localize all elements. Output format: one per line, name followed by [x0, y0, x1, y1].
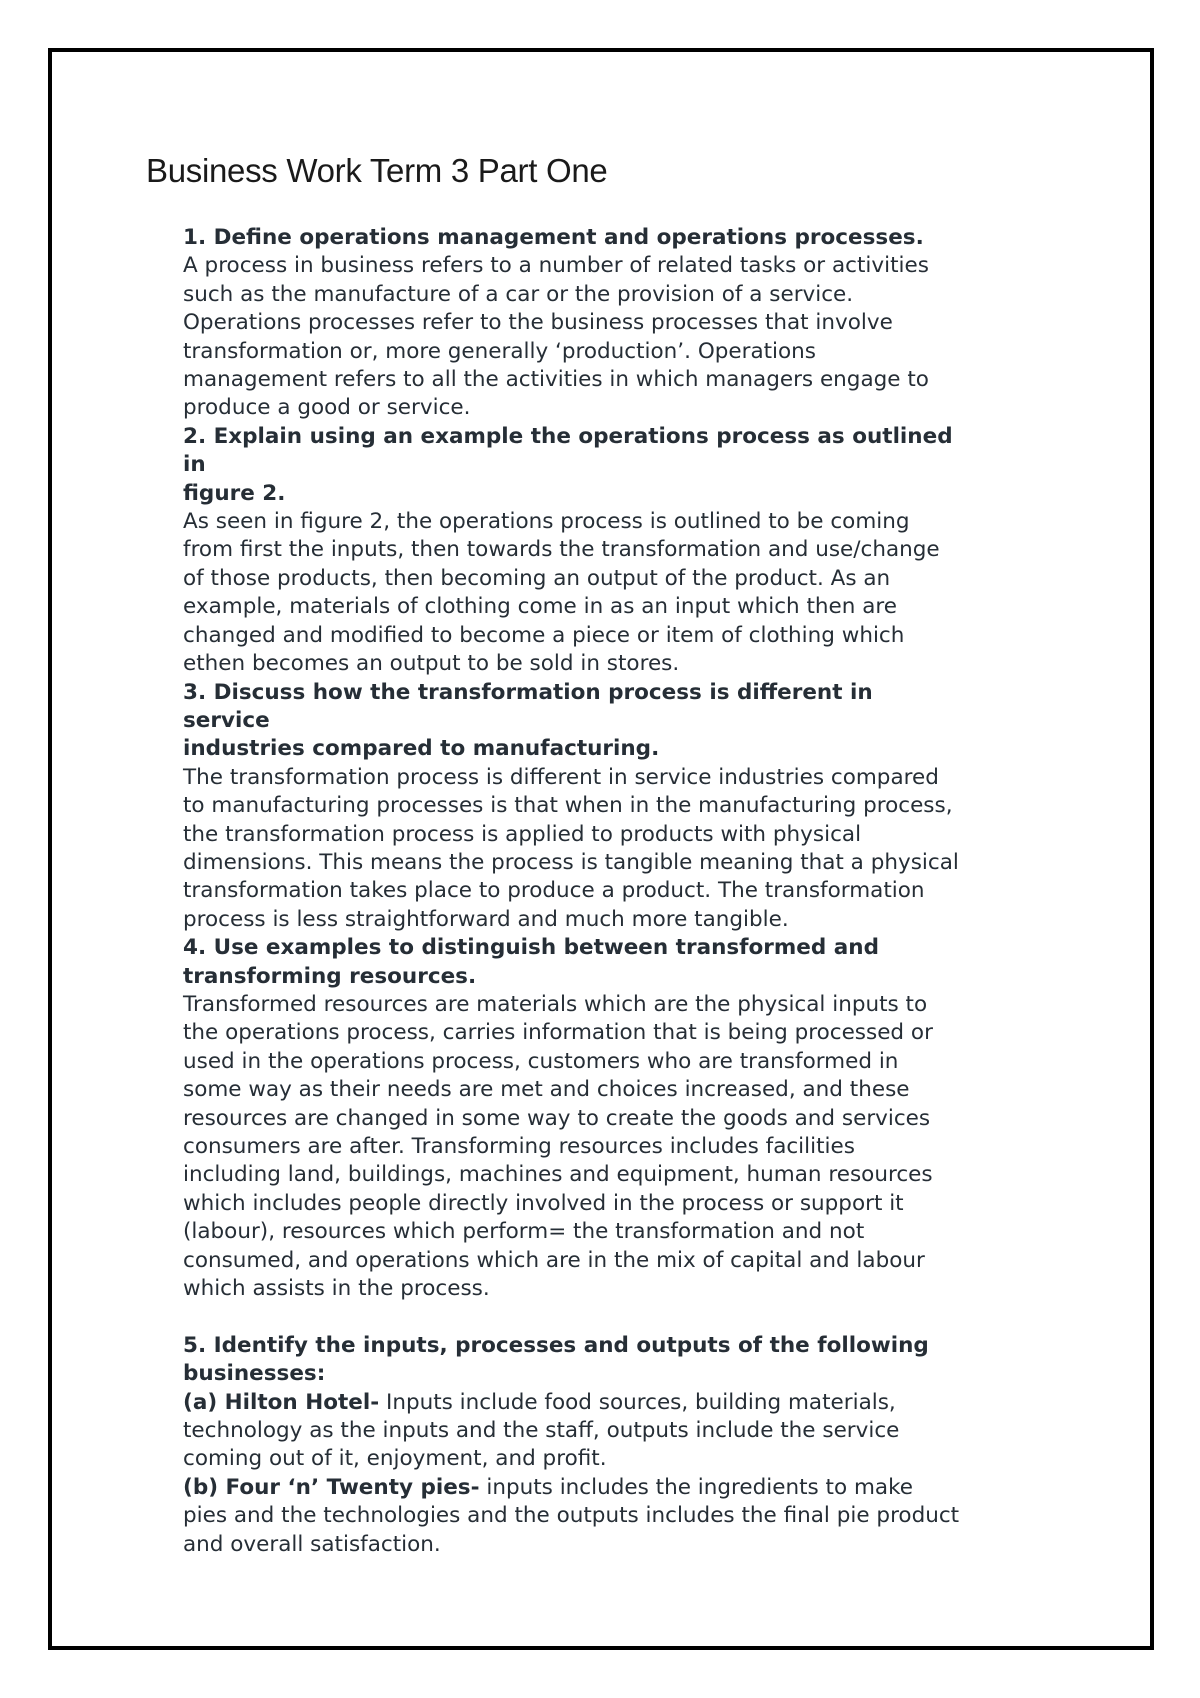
question-1-heading: 1. Define operations management and operations processes. — [183, 225, 924, 250]
question-3-answer-line: to manufacturing processes is that when in the manufacturing process, — [183, 793, 953, 819]
question-5b-label: (b) Four ‘n’ Twenty pies- — [183, 1474, 480, 1500]
question-3-answer-line: dimensions. This means the process is tangible meaning that a physical — [183, 849, 959, 875]
blank-line — [183, 1303, 1073, 1331]
question-4-answer-line: which includes people directly involved in the process or support it — [183, 1190, 904, 1216]
question-1-answer-line: produce a good or service. — [183, 395, 471, 421]
question-4-answer-line: the operations process, carries information that is being processed or — [183, 1020, 933, 1046]
question-4-answer-line: (labour), resources which perform= the transformation and not — [183, 1219, 865, 1245]
question-4-answer-line: some way as their needs are met and choices increased, and these — [183, 1077, 910, 1103]
question-5b-text: inputs includes the ingredients to make — [479, 1474, 913, 1500]
question-2-answer-line: example, materials of clothing come in as an input which then are — [183, 594, 898, 620]
question-3-answer-line: the transformation process is applied to products with physical — [183, 821, 862, 847]
question-3-heading: 3. Discuss how the transformation process is different in — [183, 679, 873, 705]
question-5b-answer-line: and overall satisfaction. — [183, 1531, 441, 1557]
question-4-answer-line: including land, buildings, machines and equipment, human resources — [183, 1162, 933, 1188]
question-4-answer-line: consumers are after. Transforming resources includes facilities — [183, 1134, 855, 1159]
question-5a-line — [183, 1389, 1073, 1417]
question-5b-answer-line: pies and the technologies and the outputs includes the final pie product — [183, 1503, 960, 1529]
question-4-answer-line: used in the operations process, customers who are transformed in — [183, 1048, 899, 1074]
question-4-heading: 4. Use examples to distinguish between transformed and — [183, 935, 879, 961]
document-body — [183, 224, 1073, 1559]
question-1-answer-line: management refers to all the activities in which managers engage to — [183, 367, 929, 393]
question-4-answer-line: consumed, and operations which are in the mix of capital and labour — [183, 1247, 925, 1273]
question-3-heading: service — [183, 707, 270, 733]
question-3-heading: industries compared to manufacturing. — [183, 736, 660, 762]
question-3-answer-line: process is less straightforward and much more tangible. — [183, 906, 789, 932]
question-1-answer-line: A process in business refers to a number of related tasks or activities — [183, 253, 929, 279]
question-1-answer-line: such as the manufacture of a car or the provision of a service. — [183, 281, 854, 307]
question-5-heading: 5. Identify the inputs, processes and outputs of the following — [183, 1332, 929, 1358]
question-2-answer-line: of those products, then becoming an output of the product. As an — [183, 565, 891, 591]
question-2-answer-line: changed and modified to become a piece or item of clothing which — [183, 622, 905, 648]
question-4-answer-line: resources are changed in some way to create the goods and services — [183, 1105, 931, 1131]
question-1-answer-line: Operations processes refer to the business processes that involve — [183, 310, 893, 336]
question-2-answer-line: ethen becomes an output to be sold in stores. — [183, 651, 680, 677]
question-3-answer-line: transformation takes place to produce a product. The transformation — [183, 878, 925, 904]
question-5a-text: Inputs include food sources, building materials, — [379, 1389, 896, 1415]
question-5-heading: businesses: — [183, 1361, 326, 1387]
question-1-answer-line: transformation or, more generally ‘production’. Operations — [183, 338, 817, 364]
question-5a-answer-line: technology as the inputs and the staff, outputs include the service — [183, 1418, 900, 1444]
question-4-heading: transforming resources. — [183, 963, 477, 989]
question-5a-answer-line: coming out of it, enjoyment, and profit. — [183, 1446, 607, 1472]
question-2-heading: figure 2. — [183, 480, 286, 506]
question-5b-line — [183, 1474, 1073, 1502]
question-2-answer-line: from first the inputs, then towards the transformation and use/change — [183, 537, 940, 563]
document-title: Business Work Term 3 Part One — [146, 152, 608, 189]
question-4-answer-line: which assists in the process. — [183, 1276, 490, 1302]
question-5a-label: (a) Hilton Hotel- — [183, 1389, 380, 1415]
question-3-answer-line: The transformation process is different in service industries compared — [183, 764, 939, 790]
question-2-answer-line: As seen in figure 2, the operations process is outlined to be coming — [183, 509, 910, 535]
question-2-heading: in — [183, 452, 206, 478]
question-2-heading: 2. Explain using an example the operations process as outlined — [183, 423, 953, 449]
question-4-answer-line: Transformed resources are materials which are the physical inputs to — [183, 991, 928, 1017]
